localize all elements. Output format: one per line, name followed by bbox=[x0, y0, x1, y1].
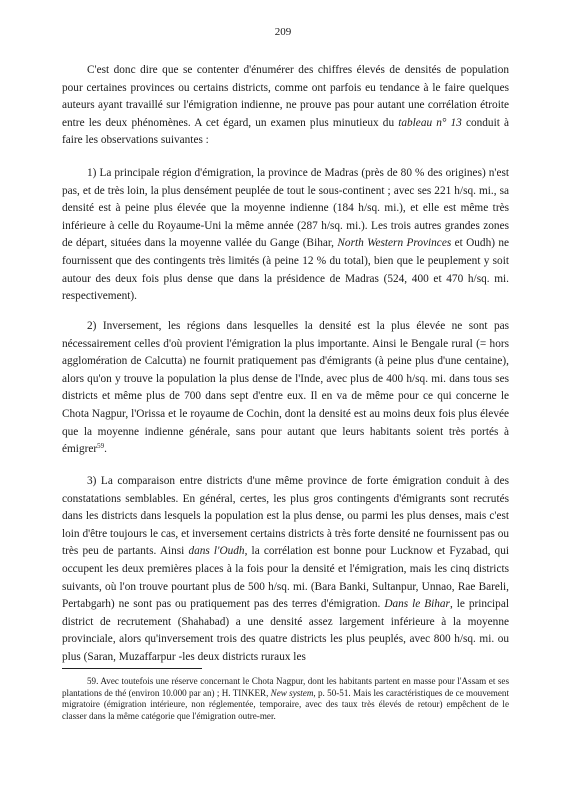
footnote-italic-title: New system bbox=[270, 687, 314, 698]
p3-text-3: , le principal district de recrutement (Shahabad) a une densité assez largement inférieure à la moyenne provinciale, alors qu'inversement trois des quatre districts les plus peuplés, avec 800 h/sq. mi. ou plus (Saran, Muzaffarpur -les deux districts ruraux les bbox=[62, 598, 509, 663]
p2-text-2: . bbox=[104, 443, 107, 456]
page-number: 209 bbox=[274, 26, 292, 38]
footnote-ref-59: 59 bbox=[97, 442, 105, 451]
p3-text-2: , la corrélation est bonne pour Lucknow et Fyzabad, qui occupent les deux premières places à la fois pour la densité et l'émigration, mais les cinq districts suivants, où l'on trouve pourtant plus de 500 h/sq. mi. (Bara Banki, Sultanpur, Unnao, Rae Bareli, Pertabgarh) ne sont pas ou pratiquement pas des terres d'émigration. bbox=[62, 545, 509, 611]
paragraph-2 bbox=[62, 318, 509, 459]
p3-italic-oudh: dans l'Oudh bbox=[188, 545, 245, 558]
intro-table-ref: tableau n° 13 bbox=[398, 116, 462, 129]
p2-text-1: 2) Inversement, les régions dans lesquelles la densité est la plus élevée ne sont pas nécessairement celles d'où provient l'émigration la plus importante. Ainsi le Bengale rural (= hors agglomération de Calcutta) ne fournit pratiquement pas d'émigrants (à peine plus d'une centaine), alors qu'on y trouve la population la plus dense de l'Inde, avec plus de 400 h/sq. mi. dans tous ses districts et même plus de 700 dans sept d'entre eux. Il en va de même pour ce qui concerne le Chota Nagpur, l'Orissa et le royaume de Cochin, dont la densité est au moins deux fois plus élevée que la moyenne indienne générale, sans pour autant que leurs habitants soient très portés à émigrer bbox=[62, 320, 509, 456]
intro-text-2: conduit à faire les observations suivantes : bbox=[62, 116, 509, 147]
p1-italic-nwp: North Western Provinces bbox=[337, 237, 452, 250]
footnote-text-2: , p. 50-51. Mais les caractéristiques de ce mouvement migratoire (émigration intérieure, non réglementée, temporaire, avec des taux très élevés de retour) empêchent de le classer dans la même catégorie que l'émigration outre-mer. bbox=[62, 687, 509, 722]
paragraph-intro bbox=[62, 62, 509, 150]
intro-text-1: C'est donc dire que se contenter d'énumérer des chiffres élevés de densités de population pour certaines provinces ou certains districts, comme ont parfois eu tendance à le faire quelques auteurs ayant travaillé sur l'émigration indienne, ne prouve pas pour autant une corrélation étroite entre les deux phénomènes. A cet égard, un examen plus minutieux du bbox=[62, 64, 509, 129]
paragraph-3 bbox=[62, 473, 509, 667]
p1-text-1: 1) La principale région d'émigration, la province de Madras (près de 80 % des origines) n'est pas, et de très loin, la plus densément peuplée de tout le sous-continent ; avec ses 221 h/sq. mi., sa densité est à peine plus élevée que la moyenne indienne (184 h/sq. mi.), et elle est même très inférieure à celle du Royaume-Uni la même année (287 h/sq. mi.). Les trois autres grandes zones de départ, situées dans la moyenne vallée du Gange (Bihar, bbox=[62, 167, 509, 250]
footnote-separator bbox=[62, 668, 202, 669]
p3-italic-bihar: Dans le Bihar bbox=[384, 598, 450, 611]
p3-text-1: 3) La comparaison entre districts d'une même province de forte émigration conduit à des constatations semblables. En général, certes, les plus gros contingents d'émigrants sont recrutés dans les districts dans lesquels la population est la plus dense, ou parmi les plus denses, mais c'est loin d'être toujours le cas, et inversement certains districts à très forte densité ne fournissent pas ou très peu de partants. Ainsi bbox=[62, 475, 509, 558]
paragraph-1 bbox=[62, 165, 509, 306]
p1-text-2: et Oudh) ne fournissent que des contingents très limités (à peine 12 % du total), bien que le peuplement y soit autour des deux fois plus dense que dans la présidence de Madras (524, 400 et 470 h/sq. mi. respectivement). bbox=[62, 237, 510, 303]
footnote-text-1: 59. Avec toutefois une réserve concernant le Chota Nagpur, dont les habitants partent en masse pour l'Assam et ses plantations de thé (environ 10.000 par an) ; H. TINKER, bbox=[62, 676, 509, 698]
footnote-59 bbox=[62, 676, 509, 723]
